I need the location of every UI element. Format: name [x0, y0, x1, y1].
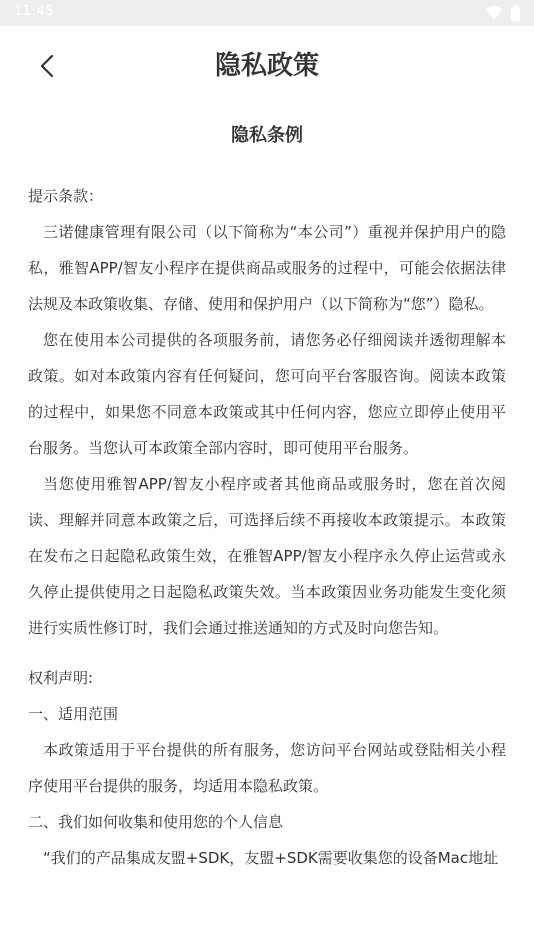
wifi-icon [485, 5, 503, 21]
rights-label: 权利声明: [28, 669, 94, 687]
section-1-text: 本政策适用于平台提供的所有服务，您访问平台网站或登陆相关小程序使用平台提供的服务，均适用本隐私政策。 [28, 741, 506, 795]
page-title: 隐私政策 [214, 51, 319, 81]
battery-icon [511, 5, 520, 21]
policy-content [28, 112, 506, 876]
section-2-heading: 二、我们如何收集和使用您的个人信息 [28, 813, 284, 831]
nav-bar [0, 26, 534, 106]
status-icons [485, 5, 520, 21]
status-time: 11:45 [14, 4, 54, 19]
document-title: 隐私条例 [231, 125, 303, 146]
section-1-heading: 一、适用范围 [28, 705, 119, 723]
paragraph-3: 当您使用雅智APP/智友小程序或者其他商品或服务时，您在首次阅读、理解并同意本政策之后，可选择后续不再接收本政策提示。本政策在发布之日起隐私政策生效，在雅智APP/智友小程序永久停止运营或永久停止提供使用之日起隐私政策失效。当本政策因业务功能发生变化须进行实质性修订时，我们会通过推送通知的方式及时向您告知。 [28, 475, 506, 637]
section-2-text: “我们的产品集成友盟+SDK，友盟+SDK需要收集您的设备Mac地址 [43, 849, 499, 867]
paragraph-2: 您在使用本公司提供的各项服务前，请您务必仔细阅读并透彻理解本政策。如对本政策内容有任何疑问，您可向平台客服咨询。阅读本政策的过程中，如果您不同意本政策或其中任何内容，您应立即停止使用平台服务。当您认可本政策全部内容时，即可使用平台服务。 [28, 331, 506, 457]
intro-label: 提示条款： [28, 187, 104, 205]
paragraph-1: 三诺健康管理有限公司（以下简称为“本公司”）重视并保护用户的隐私，雅智APP/智友小程序在提供商品或服务的过程中，可能会依据法律法规及本政策收集、存储、使用和保护用户（以下简称为“您”）隐私。 [28, 223, 506, 313]
status-bar [0, 0, 534, 26]
